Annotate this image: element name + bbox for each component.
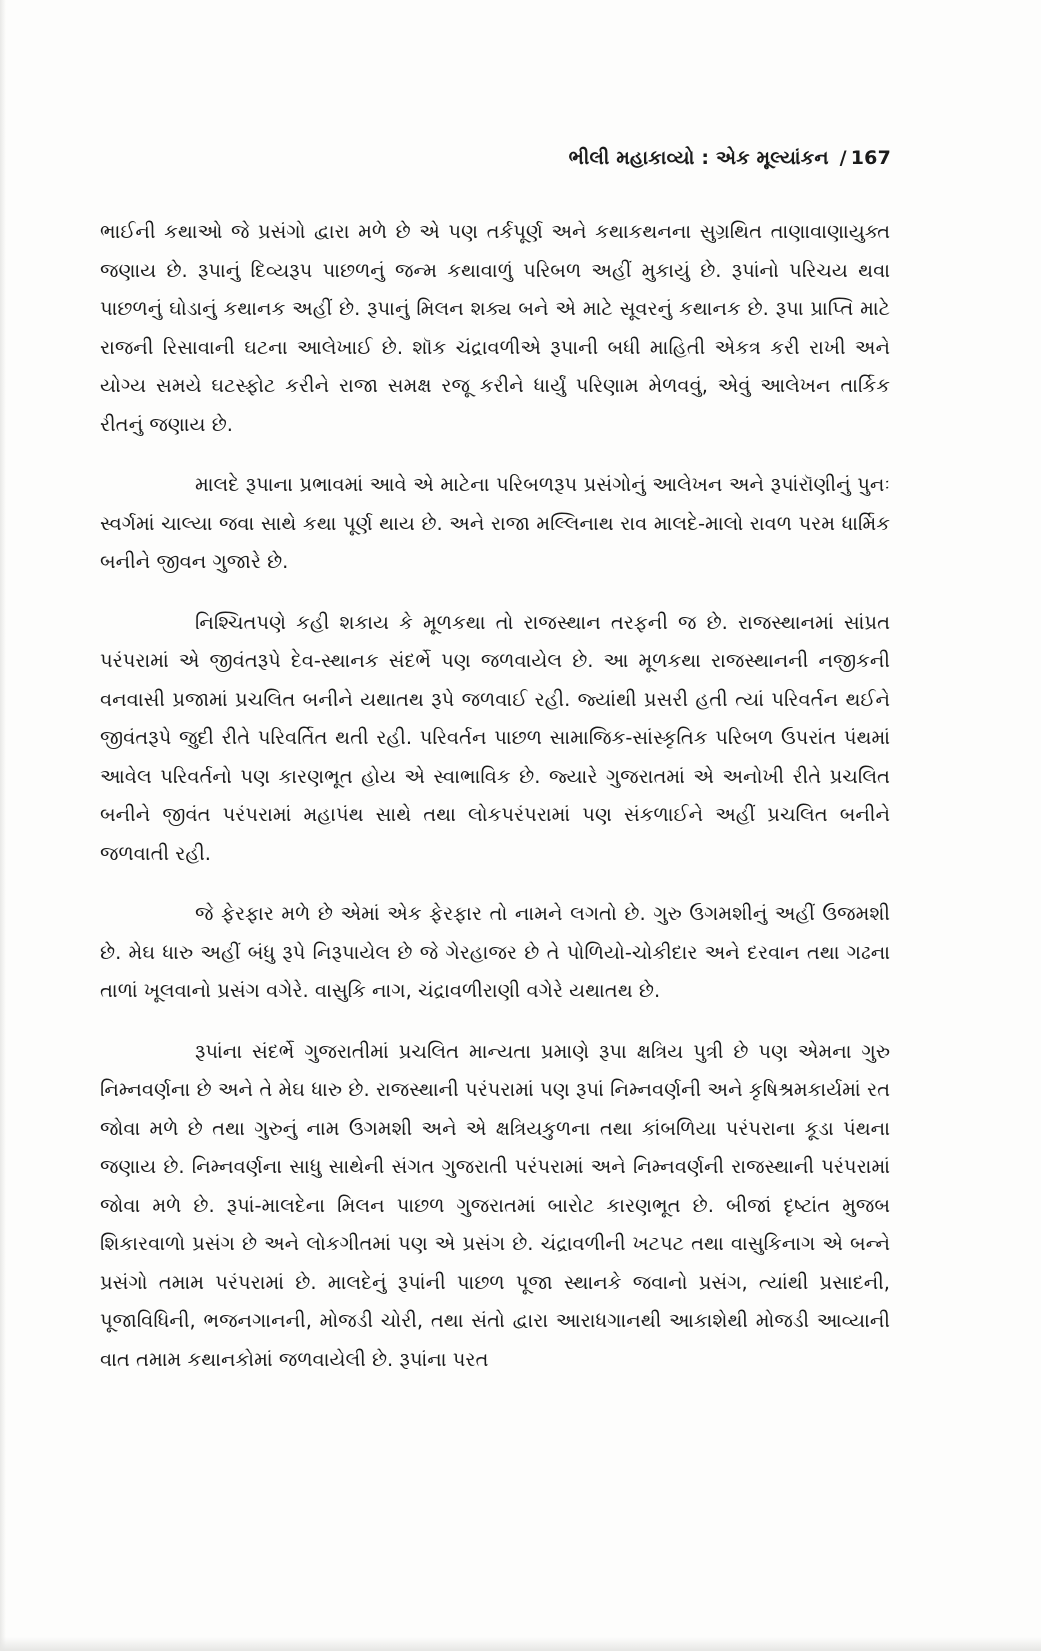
page-body — [100, 213, 890, 1379]
paragraph-3: નિશ્ચિતપણે કહી શકાય કે મૂળકથા તો રાજસ્થાન તરફની જ છે. રાજસ્થાનમાં સાંપ્રત પરંપરામાં એ જીવંતરૂપે દેવ-સ્થાનક સંદર્ભે પણ જળવાયેલ છે. આ મૂળકથા રાજસ્થાનની નજીકની વનવાસી પ્રજામાં પ્રચલિત બનીને યથાતથ રૂપે જળવાઈ રહી. જ્યાંથી પ્રસરી હતી ત્યાં પરિવર્તન થઈને જીવંતરૂપે જુદી રીતે પરિવર્તિત થતી રહી. પરિવર્તન પાછળ સામાજિક-સાંસ્કૃતિક પરિબળ ઉપરાંત પંથમાં આવેલ પરિવર્તનો પણ કારણભૂત હોય એ સ્વાભાવિક છે. જ્યારે ગુજરાતમાં એ અનોખી રીતે પ્રચલિત બનીને જીવંત પરંપરામાં મહાપંથ સાથે તથા લોકપરંપરામાં પણ સંકળાઈને અહીં પ્રચલિત બનીને જળવાતી રહી. — [100, 610, 890, 865]
paragraph-1: ભાઈની કથાઓ જે પ્રસંગો દ્વારા મળે છે એ પણ તર્કપૂર્ણ અને કથાકથનના સુગ્રથિત તાણાવાણાયુક્ત જણાય છે. રૂપાનું દિવ્યરૂપ પાછળનું જન્મ કથાવાળું પરિબળ અહીં મુકાયું છે. રૂપાંનો પરિચય થવા પાછળનું ઘોડાનું કથાનક અહીં છે. રૂપાનું મિલન શક્ય બને એ માટે સૂવરનું કથાનક છે. રૂપા પ્રાપ્તિ માટે રાજની રિસાવાની ઘટના આલેખાઈ છે. શૉક ચંદ્રાવળીએ રૂપાની બધી માહિતી એકત્ર કરી રાખી અને યોગ્ય સમયે ઘટસ્ફોટ કરીને રાજા સમક્ષ રજૂ કરીને ધાર્યું પરિણામ મેળવવું, એવું આલેખન તાર્કિક રીતનું જણાય છે. — [100, 220, 890, 436]
paragraph-4: જે ફેરફાર મળે છે એમાં એક ફેરફાર તો નામને લગતો છે. ગુરુ ઉગમશીનું અહીં ઉજમશી છે. મેઘ ધારુ અહીં બંધુ રૂપે નિરૂપાયેલ છે જે ગેરહાજર છે તે પોળિયો-ચોકીદાર અને દરવાન તથા ગઢના તાળાં ખૂલવાનો પ્રસંગ વગેરે. વાસુકિ નાગ, ચંદ્રાવળીરાણી વગેરે યથાતથ છે. — [100, 902, 890, 1002]
scan-edge-left — [0, 0, 6, 1651]
page-number: 167 — [850, 147, 891, 169]
running-header — [569, 147, 891, 169]
scan-edge-bottom — [0, 1637, 1041, 1651]
running-header-title: ભીલી મહાકાવ્યો : એક મૂલ્યાંકન — [568, 147, 829, 169]
running-header-separator: / — [839, 147, 847, 169]
paragraph-5: રૂપાંના સંદર્ભે ગુજરાતીમાં પ્રચલિત માન્યતા પ્રમાણે રૂપા ક્ષત્રિય પુત્રી છે પણ એમના ગુરુ નિમ્નવર્ણના છે અને તે મેઘ ધારુ છે. રાજસ્થાની પરંપરામાં પણ રૂપાં નિમ્નવર્ણની અને કૃષિશ્રમકાર્યમાં રત જોવા મળે છે તથા ગુરુનું નામ ઉગમશી અને એ ક્ષત્રિયકુળના તથા કાંબળિયા પરંપરાના કૂડા પંથના જણાય છે. નિમ્નવર્ણના સાધુ સાથેની સંગત ગુજરાતી પરંપરામાં અને નિમ્નવર્ણની રાજસ્થાની પરંપરામાં જોવા મળે છે. રૂપાં-માલદેના મિલન પાછળ ગુજરાતમાં બારોટ કારણભૂત છે. બીજાં દૃષ્ટાંત મુજબ શિકારવાળો પ્રસંગ છે અને લોકગીતમાં પણ એ પ્રસંગ છે. ચંદ્રાવળીની ખટપટ તથા વાસુકિનાગ એ બન્ને પ્રસંગો તમામ પરંપરામાં છે. માલદેનું રૂપાંની પાછળ પૂજા સ્થાનકે જવાનો પ્રસંગ, ત્યાંથી પ્રસાદની, પૂજાવિધિની, ભજનગાનની, મોજડી ચોરી, તથા સંતો દ્વારા આરાધગાનથી આકાશેથી મોજડી આવ્યાની વાત તમામ કથાનકોમાં જળવાયેલી છે. રૂપાંના પરત — [100, 1039, 890, 1371]
paragraph-2: માલદે રૂપાના પ્રભાવમાં આવે એ માટેના પરિબળરૂપ પ્રસંગોનું આલેખન અને રૂપાંરૉણીનું પુનઃ સ્વર્ગમાં ચાલ્યા જવા સાથે કથા પૂર્ણ થાય છે. અને રાજા મલ્લિનાથ રાવ માલદે-માલો રાવળ પરમ ધાર્મિક બનીને જીવન ગુજારે છે. — [100, 473, 890, 573]
